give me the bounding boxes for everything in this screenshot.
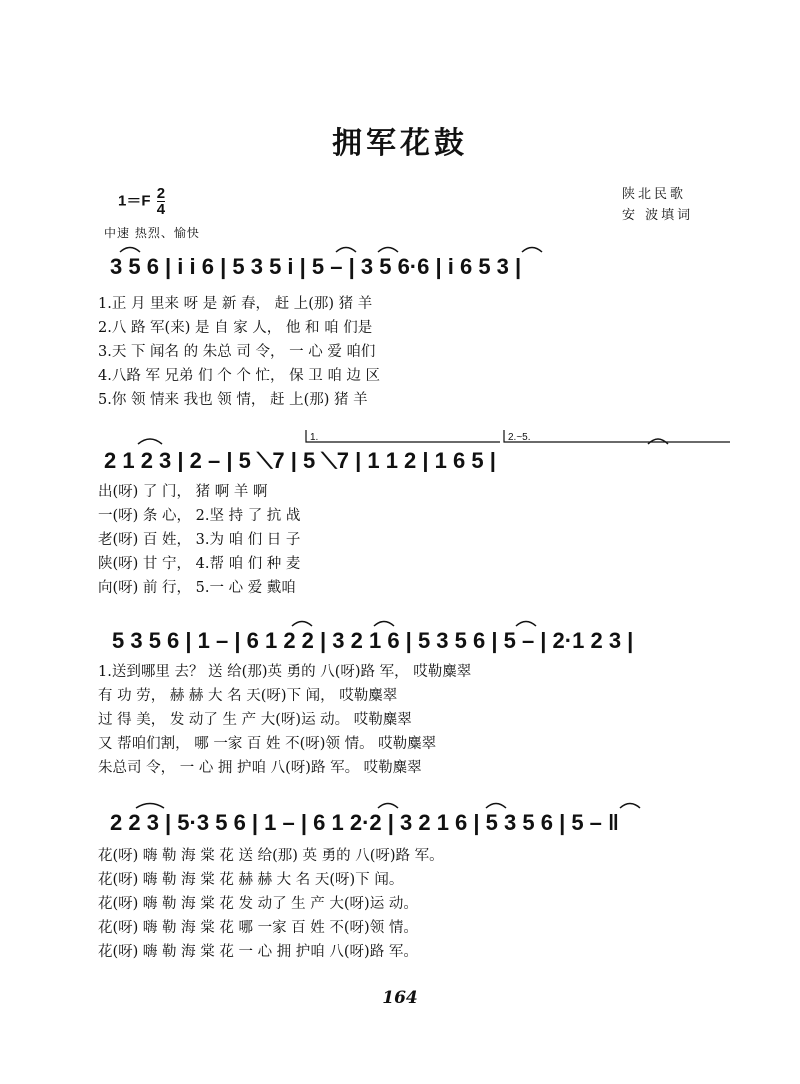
music-system-1 xyxy=(0,244,800,414)
music-system-2 xyxy=(0,428,800,600)
credit-lyricist: 安 波填词 xyxy=(622,208,694,223)
slur-mark xyxy=(374,622,394,627)
lyric-line: 花(呀) 嗨 勒 海 棠 花 一 心 拥 护咱 八(呀)路 军。 xyxy=(98,944,418,960)
lyric-line: 花(呀) 嗨 勒 海 棠 花 送 给(那) 英 勇的 八(呀)路 军。 xyxy=(98,848,444,864)
credits xyxy=(622,184,693,226)
key-signature xyxy=(118,186,165,217)
lyric-line: 3.天 下 闻名 的 朱总 司 令， 一 心 爱 咱们 xyxy=(98,344,376,360)
song-title: 拥军花鼓 xyxy=(332,126,468,161)
volta-label-2: 2.~5. xyxy=(508,432,531,443)
lyric-line: 5.你 领 情来 我也 领 情， 赶 上(那) 猪 羊 xyxy=(98,392,368,408)
time-denominator: 4 xyxy=(156,201,166,218)
lyric-line: 出(呀) 了 门， 猪 啊 羊 啊 xyxy=(98,484,268,500)
time-numerator: 2 xyxy=(156,185,166,202)
lyric-line: 4.八路 军 兄弟 们 个 个 忙， 保 卫 咱 边 区 xyxy=(98,368,381,384)
music-system-4 xyxy=(0,800,800,970)
lyric-line: 花(呀) 嗨 勒 海 棠 花 赫 赫 大 名 天(呀)下 闻。 xyxy=(98,872,404,888)
volta-bracket-2 xyxy=(504,430,730,442)
lyric-line: 1.送到哪里 去？ 送 给(那)英 勇的 八(呀)路 军， 哎勒麋翠 xyxy=(98,664,472,680)
notation-line-1 xyxy=(0,244,800,284)
lyric-line: 花(呀) 嗨 勒 海 棠 花 哪 一家 百 姓 不(呀)领 情。 xyxy=(98,920,418,936)
music-system-3 xyxy=(0,618,800,788)
slur-mark xyxy=(516,622,536,627)
lyric-line: 花(呀) 嗨 勒 海 棠 花 发 动了 生 产 大(呀)运 动。 xyxy=(98,896,418,912)
lyric-line: 有 功 劳， 赫 赫 大 名 天(呀)下 闻， 哎勒麋翠 xyxy=(98,688,398,704)
notation-text: 5 3 5 6 | 1 – | 6 1 2 2 | 3 2 1 6 | 5 3 5 6 | 5 – | 2·1 2 3 | xyxy=(112,628,634,653)
lyric-line: 过 得 美， 发 动了 生 产 大(呀)运 动。 哎勒麋翠 xyxy=(98,712,412,728)
lyric-line: 1.正 月 里来 呀 是 新 春， 赶 上(那) 猪 羊 xyxy=(98,296,373,312)
key-label: 1＝F xyxy=(118,192,151,210)
lyric-line: 向(呀) 前 行， 5.一 心 爱 戴咱 xyxy=(98,580,296,596)
lyric-line: 陕(呀) 甘 宁， 4.帮 咱 们 种 麦 xyxy=(98,556,301,572)
slur-mark xyxy=(378,248,398,253)
slur-mark xyxy=(620,804,640,809)
slur-mark xyxy=(336,248,356,253)
lyric-line: 朱总司 令， 一 心 拥 护咱 八(呀)路 军。 哎勒麋翠 xyxy=(98,760,422,776)
credit-origin: 陕北民歌 xyxy=(622,187,687,202)
slur-mark xyxy=(120,248,140,253)
lyric-line: 又 帮咱们割， 哪 一家 百 姓 不(呀)领 情。 哎勒麋翠 xyxy=(98,736,437,752)
lyric-line: 老(呀) 百 姓， 3.为 咱 们 日 子 xyxy=(98,532,301,548)
slur-mark xyxy=(486,804,506,809)
volta-label-1: 1. xyxy=(310,432,319,443)
slur-mark xyxy=(292,622,312,627)
volta-bracket-1 xyxy=(306,430,500,442)
notation-line-2 xyxy=(0,428,800,472)
notation-text: 3 5 6 | i i 6 | 5 3 5 i | 5 – | 3 5 6·6 | i 6 5 3 | xyxy=(110,254,522,279)
slur-mark xyxy=(136,804,164,809)
notation-line-3 xyxy=(0,618,800,658)
slur-mark xyxy=(138,439,162,444)
tempo-marking: 中速 热烈、愉快 xyxy=(104,226,200,240)
notation-line-4 xyxy=(0,800,800,840)
slur-mark xyxy=(378,804,398,809)
slur-mark xyxy=(522,248,542,253)
notation-text: 2 1 2 3 | 2 – | 5 ⟍7 | 5 ⟍7 | 1 1 2 | 1 6 5 | xyxy=(104,448,496,472)
lyric-line: 2.八 路 军(来) 是 自 家 人， 他 和 咱 们是 xyxy=(98,320,373,336)
lyric-line: 一(呀) 条 心， 2.坚 持 了 抗 战 xyxy=(98,508,301,524)
time-signature xyxy=(157,186,165,217)
page-number: 164 xyxy=(382,988,418,1008)
notation-text: 2 2 3 | 5·3 5 6 | 1 – | 6 1 2·2 | 3 2 1 6 | 5 3 5 6 | 5 – ‖ xyxy=(110,810,619,835)
